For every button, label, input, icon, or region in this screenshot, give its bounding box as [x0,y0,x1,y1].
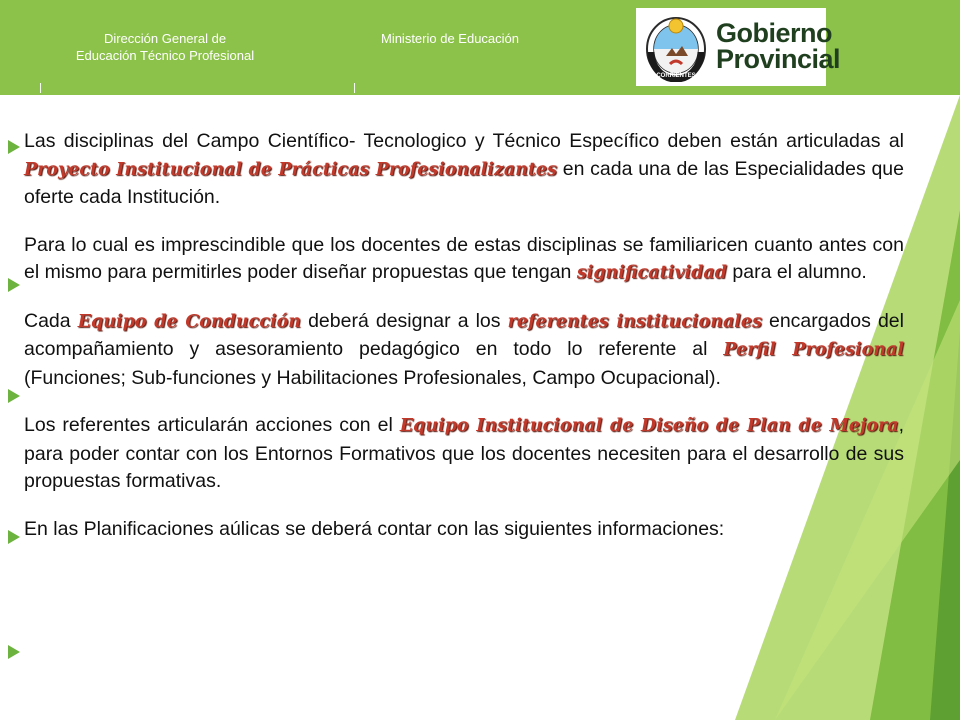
bullet-arrow-icon [8,278,20,292]
bullet-arrow-icon [8,530,20,544]
highlight-perfil-profesional: Perfil Profesional [723,340,904,360]
bullet-arrow-icon [8,645,20,659]
paragraph-5 [24,516,904,544]
highlight-significatividad: significatividad [576,263,727,283]
main-content [24,128,904,563]
paragraph-text: (Funciones; Sub-funciones y Habilitaciones Profesionales, Campo Ocupacional). [24,366,721,389]
paragraph-text: en cada una de las Especialidades que oferte cada Institución. [24,157,904,208]
highlight-equipo-diseno: Equipo Institucional de Diseño de Plan de Mejora [399,416,899,436]
logo-title-line1: Gobierno [716,18,832,48]
paragraph-text: Los referentes articularán acciones con el [24,414,400,436]
paragraph-text: deberá designar a los [301,309,508,332]
logo-title-line2: Provincial [716,44,841,74]
paragraph-text: , para poder contar con los Entornos Formativos que los docentes necesiten para el desarrollo de sus propuestas formativas. [24,414,904,492]
header-ministry: Ministerio de Educación [380,31,520,46]
bullet-arrow-icon [8,389,20,403]
highlight-proyecto-institucional: Proyecto Institucional de Prácticas Profesionalizantes [24,159,558,180]
paragraph-text: encargados del acompañamiento y asesoramiento pedagógico en todo lo referente al [24,309,904,360]
paragraph-1 [24,128,904,212]
paragraph-3 [24,308,904,393]
paragraph-2 [24,232,904,288]
paragraph-4 [24,412,904,496]
header-left-line2: Educación Técnico Profesional [75,48,255,63]
header-left-line1: Dirección General de [103,31,227,46]
highlight-equipo-conduccion: Equipo de Conducción [77,311,302,332]
paragraph-text: Cada [24,309,78,332]
paragraph-text: En las Planificaciones aúlicas se deberá contar con las siguientes informaciones: [24,517,725,540]
seal-label: CORRIENTES [656,73,696,79]
bullet-arrow-icon [8,140,20,154]
paragraph-text: Para lo cual es imprescindible que los docentes de estas disciplinas se familiaricen cuanto antes con el mismo para permitirles poder diseñar propuestas que tengan [24,233,904,283]
highlight-referentes: referentes institucionales [507,311,762,332]
paragraph-text: para el alumno. [727,261,867,283]
paragraph-text: Las disciplinas del Campo Científico- Tecnologico y Técnico Específico deben están articuladas al [24,130,904,152]
